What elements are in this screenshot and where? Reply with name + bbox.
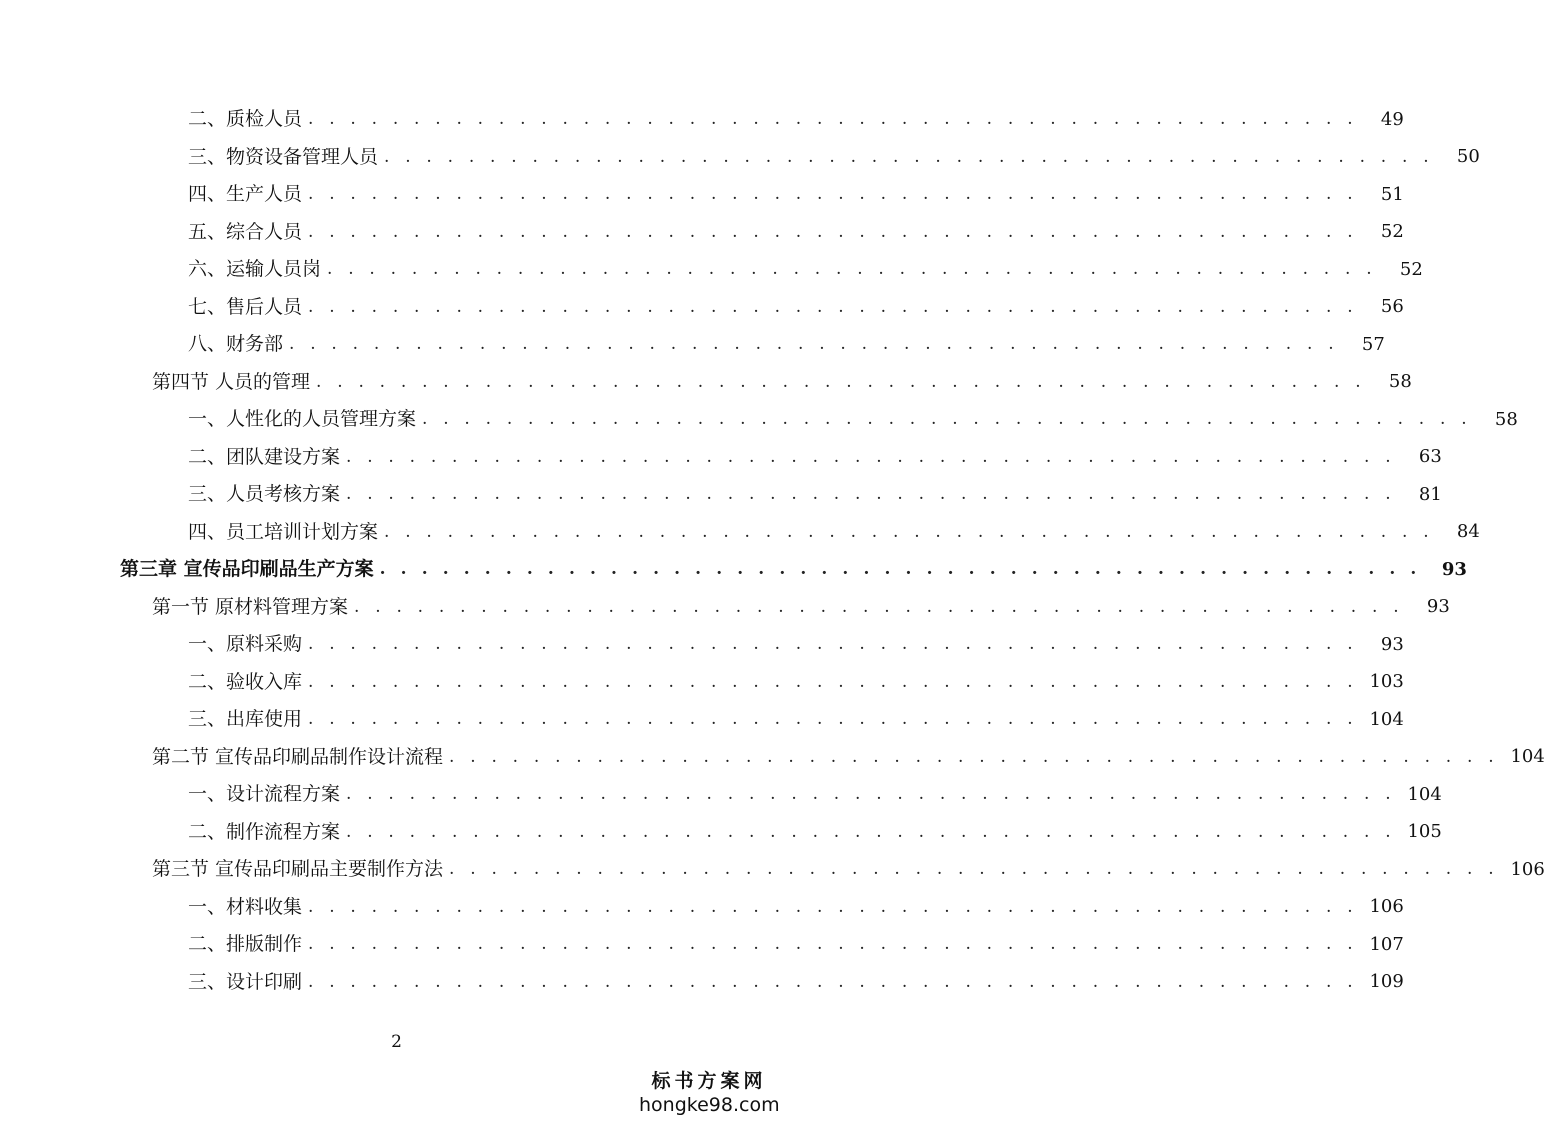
- toc-entry-page: 63: [1418, 446, 1442, 468]
- toc-entry-page: 52: [1399, 258, 1423, 280]
- watermark-logo: [639, 1066, 779, 1116]
- page-number: 2: [391, 1032, 402, 1052]
- toc-entry-title: 二、团队建设方案: [188, 445, 341, 468]
- toc-entry-page: 105: [1407, 821, 1442, 843]
- toc-entry[interactable]: [0, 401, 1518, 439]
- toc-entry-page: 106: [1510, 858, 1545, 880]
- toc-entry-title: 一、材料收集: [188, 895, 303, 918]
- toc-dot-leader: . . . . . . . . . . . . . . . . . . . . . . . . . . . . . . . . . . . . . . . . . . . . . . . . . .: [379, 559, 1421, 580]
- toc-entry[interactable]: [0, 889, 1404, 927]
- toc-section-entry[interactable]: [0, 739, 1545, 777]
- toc-dot-leader: . . . . . . . . . . . . . . . . . . . . . . . . . . . . . . . . . . . . . . . . . . . . . . . . . .: [308, 934, 1358, 955]
- toc-dot-leader: . . . . . . . . . . . . . . . . . . . . . . . . . . . . . . . . . . . . . . . . . . . . . . . . . .: [346, 821, 1396, 842]
- toc-entry[interactable]: [0, 776, 1442, 814]
- watermark-name: 标书方案网: [651, 1070, 767, 1092]
- table-of-contents: [0, 101, 1545, 1001]
- toc-entry-title: 第四节 人员的管理: [152, 370, 311, 393]
- toc-entry-title: 七、售后人员: [188, 295, 303, 318]
- toc-entry-page: 84: [1456, 521, 1480, 543]
- toc-entry[interactable]: [0, 626, 1404, 664]
- watermark-url: hongke98.com: [639, 1094, 780, 1116]
- toc-dot-leader: . . . . . . . . . . . . . . . . . . . . . . . . . . . . . . . . . . . . . . . . . . . . . . . . . .: [327, 259, 1377, 280]
- toc-dot-leader: . . . . . . . . . . . . . . . . . . . . . . . . . . . . . . . . . . . . . . . . . . . . . . . . . .: [308, 671, 1358, 692]
- toc-entry-page: 58: [1494, 408, 1518, 430]
- toc-dot-leader: . . . . . . . . . . . . . . . . . . . . . . . . . . . . . . . . . . . . . . . . . . . . . . . . . .: [384, 146, 1434, 167]
- toc-entry-page: 93: [1441, 558, 1467, 580]
- toc-dot-leader: . . . . . . . . . . . . . . . . . . . . . . . . . . . . . . . . . . . . . . . . . . . . . . . . . .: [354, 596, 1404, 617]
- toc-entry-title: 八、财务部: [188, 333, 284, 356]
- toc-entry-page: 56: [1380, 296, 1404, 318]
- toc-entry-page: 50: [1456, 146, 1480, 168]
- toc-entry-title: 一、人性化的人员管理方案: [188, 408, 417, 431]
- toc-entry-page: 81: [1418, 483, 1442, 505]
- toc-entry[interactable]: [0, 814, 1442, 852]
- toc-entry-title: 一、原料采购: [188, 633, 303, 656]
- toc-entry[interactable]: [0, 514, 1480, 552]
- toc-dot-leader: . . . . . . . . . . . . . . . . . . . . . . . . . . . . . . . . . . . . . . . . . . . . . . . . . .: [316, 371, 1366, 392]
- toc-entry[interactable]: [0, 476, 1442, 514]
- toc-dot-leader: . . . . . . . . . . . . . . . . . . . . . . . . . . . . . . . . . . . . . . . . . . . . . . . . . .: [308, 184, 1358, 205]
- toc-dot-leader: . . . . . . . . . . . . . . . . . . . . . . . . . . . . . . . . . . . . . . . . . . . . . . . . . .: [346, 446, 1396, 467]
- toc-section-entry[interactable]: [0, 851, 1545, 889]
- toc-entry-title: 二、制作流程方案: [188, 820, 341, 843]
- toc-entry[interactable]: [0, 289, 1404, 327]
- toc-entry-page: 104: [1407, 783, 1442, 805]
- toc-entry-page: 93: [1380, 633, 1404, 655]
- toc-dot-leader: . . . . . . . . . . . . . . . . . . . . . . . . . . . . . . . . . . . . . . . . . . . . . . . . . .: [308, 109, 1358, 130]
- toc-entry-page: 103: [1369, 671, 1404, 693]
- toc-entry-title: 六、运输人员岗: [188, 258, 322, 281]
- toc-entry[interactable]: [0, 101, 1404, 139]
- toc-entry-page: 57: [1361, 333, 1385, 355]
- toc-entry-page: 109: [1369, 971, 1404, 993]
- toc-dot-leader: . . . . . . . . . . . . . . . . . . . . . . . . . . . . . . . . . . . . . . . . . . . . . . . . . .: [308, 896, 1358, 917]
- toc-entry[interactable]: [0, 326, 1385, 364]
- toc-entry-title: 第二节 宣传品印刷品制作设计流程: [152, 745, 444, 768]
- toc-entry[interactable]: [0, 701, 1404, 739]
- toc-dot-leader: . . . . . . . . . . . . . . . . . . . . . . . . . . . . . . . . . . . . . . . . . . . . . . . . . .: [308, 709, 1358, 730]
- toc-entry-title: 一、设计流程方案: [188, 783, 341, 806]
- toc-dot-leader: . . . . . . . . . . . . . . . . . . . . . . . . . . . . . . . . . . . . . . . . . . . . . . . . . .: [449, 859, 1499, 880]
- toc-dot-leader: . . . . . . . . . . . . . . . . . . . . . . . . . . . . . . . . . . . . . . . . . . . . . . . . . .: [308, 296, 1358, 317]
- toc-section-entry[interactable]: [0, 364, 1412, 402]
- toc-entry-page: 104: [1369, 708, 1404, 730]
- toc-entry[interactable]: [0, 214, 1404, 252]
- toc-dot-leader: . . . . . . . . . . . . . . . . . . . . . . . . . . . . . . . . . . . . . . . . . . . . . . . . . .: [422, 409, 1472, 430]
- toc-entry-title: 五、综合人员: [188, 220, 303, 243]
- toc-entry[interactable]: [0, 251, 1423, 289]
- toc-entry-title: 三、人员考核方案: [188, 483, 341, 506]
- toc-section-entry[interactable]: [0, 589, 1450, 627]
- toc-entry-title: 第一节 原材料管理方案: [152, 595, 349, 618]
- toc-entry-title: 二、排版制作: [188, 933, 303, 956]
- toc-dot-leader: . . . . . . . . . . . . . . . . . . . . . . . . . . . . . . . . . . . . . . . . . . . . . . . . . .: [346, 784, 1396, 805]
- toc-dot-leader: . . . . . . . . . . . . . . . . . . . . . . . . . . . . . . . . . . . . . . . . . . . . . . . . . .: [289, 334, 1339, 355]
- toc-dot-leader: . . . . . . . . . . . . . . . . . . . . . . . . . . . . . . . . . . . . . . . . . . . . . . . . . .: [449, 746, 1499, 767]
- toc-entry[interactable]: [0, 964, 1404, 1002]
- toc-entry-page: 93: [1426, 596, 1450, 618]
- toc-entry-title: 四、员工培训计划方案: [188, 520, 379, 543]
- toc-entry-page: 58: [1388, 371, 1412, 393]
- toc-entry[interactable]: [0, 176, 1404, 214]
- toc-entry-title: 三、出库使用: [188, 708, 303, 731]
- toc-entry-title: 四、生产人员: [188, 183, 303, 206]
- toc-entry-page: 52: [1380, 221, 1404, 243]
- toc-entry-page: 49: [1380, 108, 1404, 130]
- toc-entry-title: 第三节 宣传品印刷品主要制作方法: [152, 858, 444, 881]
- toc-entry-title: 三、物资设备管理人员: [188, 145, 379, 168]
- toc-dot-leader: . . . . . . . . . . . . . . . . . . . . . . . . . . . . . . . . . . . . . . . . . . . . . . . . . .: [308, 634, 1358, 655]
- toc-entry-title: 三、设计印刷: [188, 970, 303, 993]
- toc-entry[interactable]: [0, 664, 1404, 702]
- toc-entry[interactable]: [0, 926, 1404, 964]
- toc-dot-leader: . . . . . . . . . . . . . . . . . . . . . . . . . . . . . . . . . . . . . . . . . . . . . . . . . .: [308, 221, 1358, 242]
- toc-entry-page: 51: [1380, 183, 1404, 205]
- toc-dot-leader: . . . . . . . . . . . . . . . . . . . . . . . . . . . . . . . . . . . . . . . . . . . . . . . . . .: [346, 484, 1396, 505]
- toc-entry-page: 107: [1369, 933, 1404, 955]
- toc-entry-page: 106: [1369, 896, 1404, 918]
- toc-entry-page: 104: [1510, 746, 1545, 768]
- toc-dot-leader: . . . . . . . . . . . . . . . . . . . . . . . . . . . . . . . . . . . . . . . . . . . . . . . . . .: [308, 971, 1358, 992]
- toc-entry[interactable]: [0, 439, 1442, 477]
- toc-dot-leader: . . . . . . . . . . . . . . . . . . . . . . . . . . . . . . . . . . . . . . . . . . . . . . . . . .: [384, 521, 1434, 542]
- toc-entry-title: 二、验收入库: [188, 670, 303, 693]
- toc-chapter-entry[interactable]: [0, 551, 1467, 589]
- toc-entry-title: 第三章 宣传品印刷品生产方案: [120, 558, 374, 581]
- toc-entry-title: 二、质检人员: [188, 108, 303, 131]
- toc-entry[interactable]: [0, 139, 1480, 177]
